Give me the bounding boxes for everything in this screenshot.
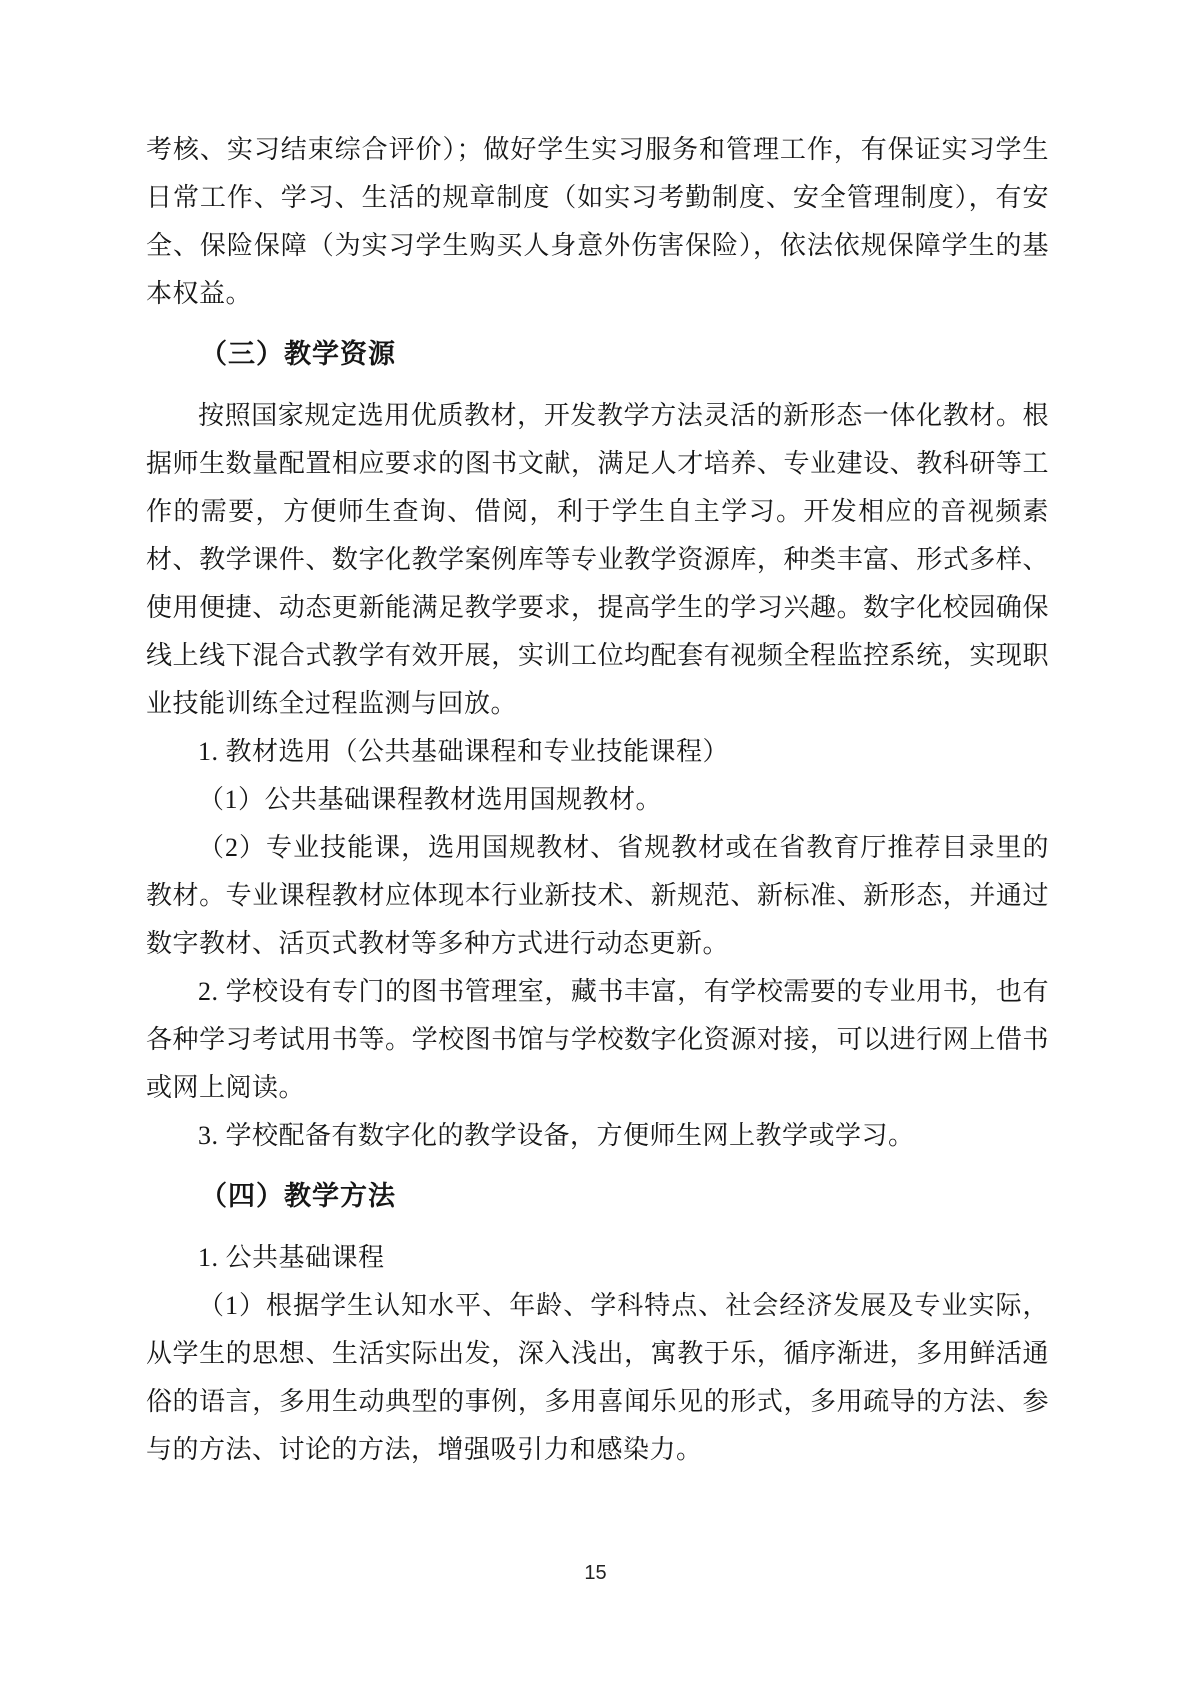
document-text-block: [146, 126, 1049, 1474]
paragraph-textbook-selection-item-2: （2）专业技能课，选用国规教材、省规教材或在省教育厅推荐目录里的教材。专业课程教材应体现本行业新技术、新规范、新标准、新形态，并通过数字教材、活页式教材等多种方式进行动态更新。: [146, 833, 1049, 958]
paragraph-textbook-selection-item-1: （1）公共基础课程教材选用国规教材。: [198, 785, 663, 814]
paragraph-digital-equipment: 3. 学校配备有数字化的教学设备，方便师生网上教学或学习。: [198, 1121, 915, 1150]
paragraph-textbook-selection-title: 1. 教材选用（公共基础课程和专业技能课程）: [198, 737, 730, 766]
paragraph-teaching-resources-overview: 按照国家规定选用优质教材，开发教学方法灵活的新形态一体化教材。根据师生数量配置相应要求的图书文献，满足人才培养、专业建设、教科研等工作的需要，方便师生查询、借阅，利于学生自主学习。开发相应的音视频素材、教学课件、数字化教学案例库等专业教学资源库，种类丰富、形式多样、使用便捷、动态更新能满足教学要求，提高学生的学习兴趣。数字化校园确保线上线下混合式教学有效开展，实训工位均配套有视频全程监控系统，实现职业技能训练全过程监测与回放。: [146, 401, 1049, 718]
page-number: 15: [584, 1562, 607, 1584]
section-heading-teaching-methods: （四）教学方法: [200, 1181, 396, 1211]
paragraph-public-basic-courses-item-1: （1）根据学生认知水平、年龄、学科特点、社会经济发展及专业实际，从学生的思想、生活实际出发，深入浅出，寓教于乐，循序渐进，多用鲜活通俗的语言，多用生动典型的事例，多用喜闻乐见的形式，多用疏导的方法、参与的方法、讨论的方法，增强吸引力和感染力。: [146, 1291, 1049, 1464]
section-heading-teaching-resources: （三）教学资源: [200, 339, 396, 369]
paragraph-internship-management-continuation: 考核、实习结束综合评价）；做好学生实习服务和管理工作，有保证实习学生日常工作、学习、生活的规章制度（如实习考勤制度、安全管理制度），有安全、保险保障（为实习学生购买人身意外伤害保险），依法依规保障学生的基本权益。: [146, 135, 1049, 308]
paragraph-library-resources: 2. 学校设有专门的图书管理室，藏书丰富，有学校需要的专业用书，也有各种学习考试用书等。学校图书馆与学校数字化资源对接，可以进行网上借书或网上阅读。: [146, 977, 1049, 1102]
paragraph-public-basic-courses-title: 1. 公共基础课程: [198, 1243, 385, 1272]
